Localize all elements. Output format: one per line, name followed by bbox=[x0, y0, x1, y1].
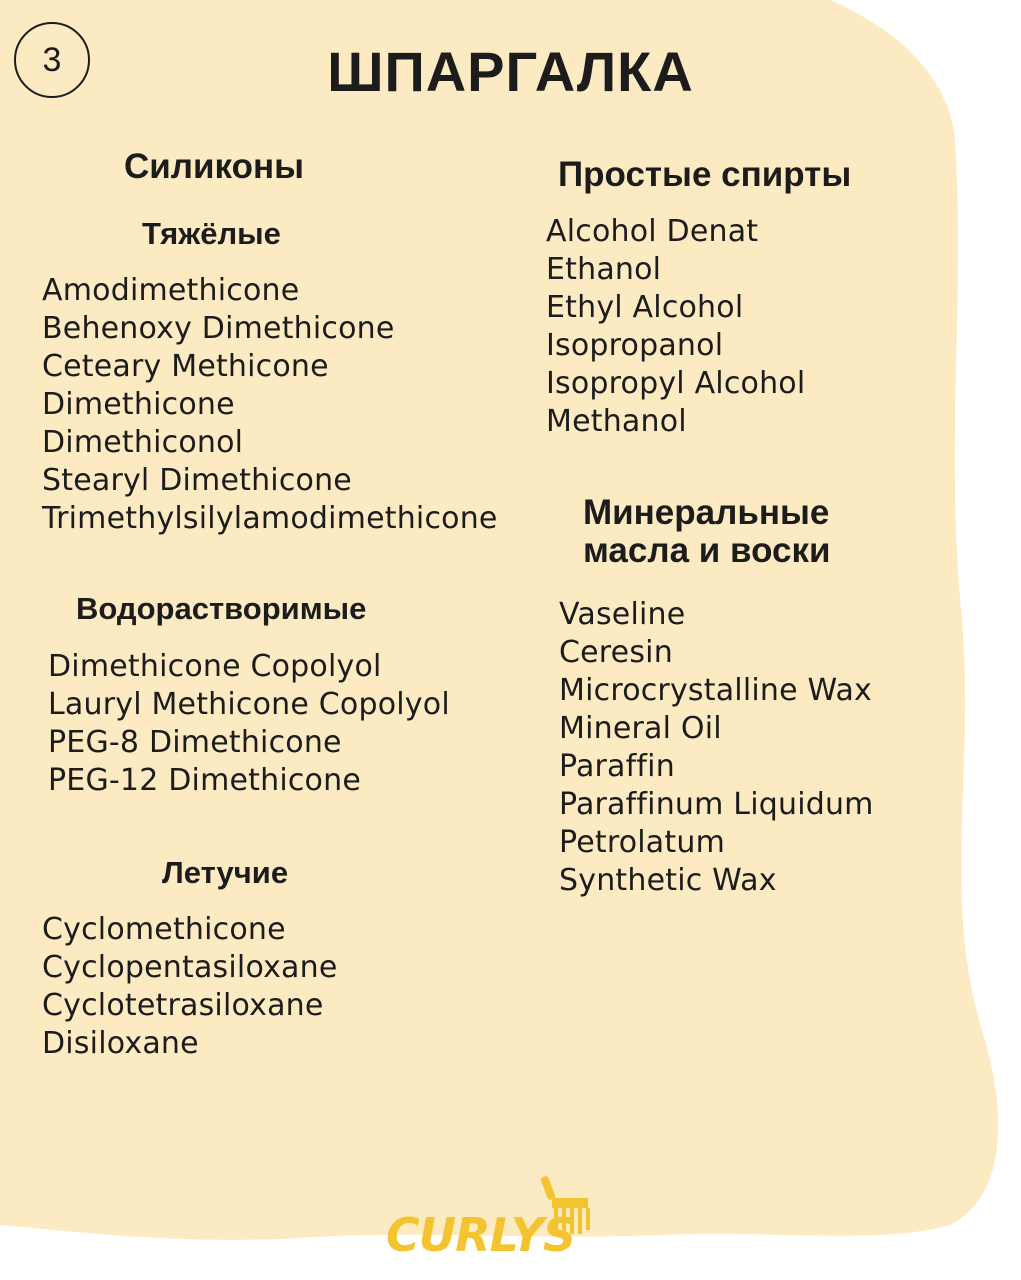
list-item: Ethyl Alcohol bbox=[546, 290, 744, 325]
list-item: Trimethylsilylamodimethicone bbox=[42, 501, 498, 536]
curlys-logo bbox=[380, 1172, 612, 1272]
list-item: Ceteary Methicone bbox=[42, 349, 329, 384]
mineral-heading-line2: масла и воски bbox=[583, 531, 831, 570]
water-soluble-list bbox=[48, 648, 450, 800]
alcohols-list bbox=[546, 213, 805, 441]
logo-text: CURLYS bbox=[386, 1208, 576, 1262]
list-item: Isopropanol bbox=[546, 328, 724, 363]
list-item: Isopropyl Alcohol bbox=[546, 366, 806, 401]
list-item: Petrolatum bbox=[559, 825, 725, 860]
list-item: Ceresin bbox=[559, 635, 673, 670]
list-item: Synthetic Wax bbox=[559, 863, 777, 898]
heavy-heading: Тяжёлые bbox=[142, 216, 281, 251]
volatile-list bbox=[42, 911, 338, 1063]
list-item: Cyclomethicone bbox=[42, 912, 286, 947]
list-item: Cyclotetrasiloxane bbox=[42, 988, 324, 1023]
list-item: Amodimethicone bbox=[42, 273, 300, 308]
page-title: ШПАРГАЛКА bbox=[327, 40, 694, 103]
list-item: Ethanol bbox=[546, 252, 662, 287]
mineral-list bbox=[559, 596, 874, 900]
list-item: Cyclopentasiloxane bbox=[42, 950, 338, 985]
list-item: Alcohol Denat bbox=[546, 214, 759, 249]
list-item: Paraffinum Liquidum bbox=[559, 787, 874, 822]
water-soluble-heading: Водорастворимые bbox=[76, 591, 367, 626]
volatile-heading: Летучие bbox=[162, 855, 289, 890]
list-item: Stearyl Dimethicone bbox=[42, 463, 352, 498]
list-item: Lauryl Methicone Copolyol bbox=[48, 687, 450, 722]
page-number-badge: 3 bbox=[14, 22, 90, 98]
list-item: Dimethicone Copolyol bbox=[48, 649, 382, 684]
list-item: Vaseline bbox=[559, 597, 686, 632]
list-item: PEG-8 Dimethicone bbox=[48, 725, 342, 760]
list-item: PEG-12 Dimethicone bbox=[48, 763, 361, 798]
silicones-heading: Силиконы bbox=[124, 147, 305, 186]
list-item: Behenoxy Dimethicone bbox=[42, 311, 395, 346]
list-item: Microcrystalline Wax bbox=[559, 673, 872, 708]
list-item: Dimethiconol bbox=[42, 425, 244, 460]
list-item: Dimethicone bbox=[42, 387, 235, 422]
list-item: Paraffin bbox=[559, 749, 675, 784]
list-item: Disiloxane bbox=[42, 1026, 199, 1061]
list-item: Methanol bbox=[546, 404, 687, 439]
heavy-list bbox=[42, 272, 498, 538]
mineral-heading-line1: Минеральные bbox=[583, 493, 830, 532]
list-item: Mineral Oil bbox=[559, 711, 722, 746]
alcohols-heading: Простые спирты bbox=[558, 155, 852, 194]
